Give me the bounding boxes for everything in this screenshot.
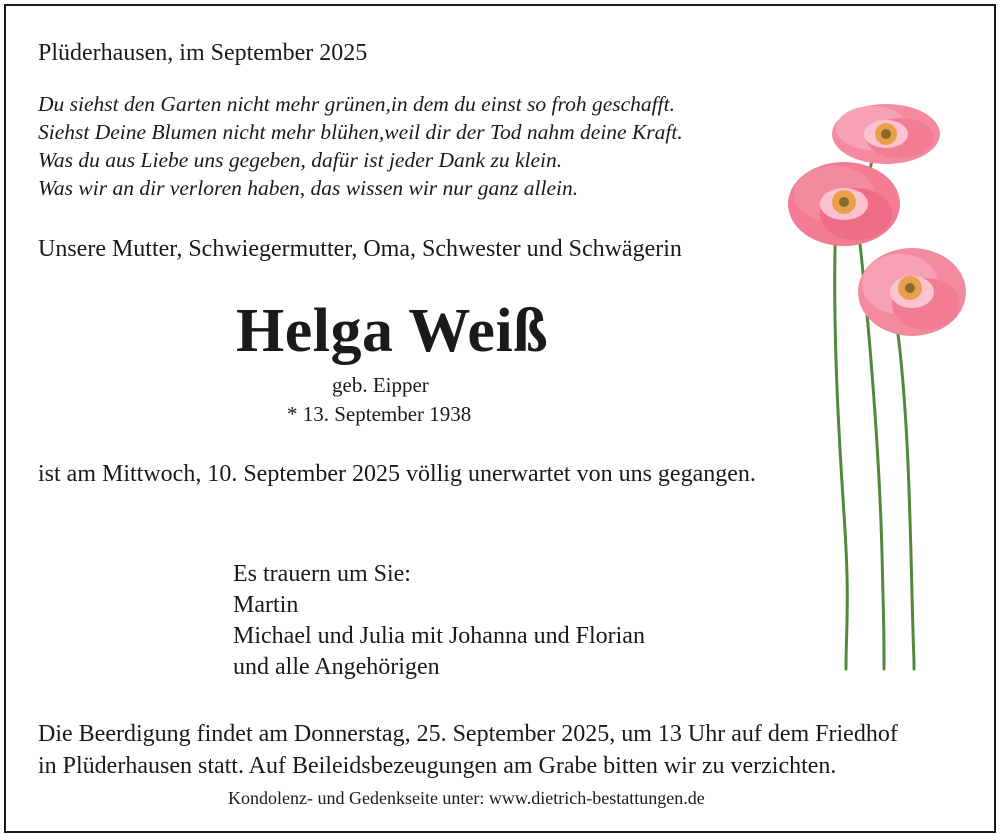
poppy-middle (788, 162, 900, 246)
place-date: Plüderhausen, im September 2025 (38, 40, 368, 66)
poppy-top (832, 104, 940, 164)
poppy-flowers-image (776, 94, 976, 674)
intro-text: Unsere Mutter, Schwiegermutter, Oma, Schwester und Schwägerin (38, 236, 682, 262)
death-notice: ist am Mittwoch, 10. September 2025 völlig unerwartet von uns gegangen. (38, 461, 756, 487)
mourner: Martin (233, 592, 299, 618)
condolence-website: Kondolenz- und Gedenkseite unter: www.dietrich-bestattungen.de (228, 788, 705, 808)
deceased-name: Helga Weiß (236, 297, 549, 365)
mourners-list (233, 559, 645, 683)
maiden-name: geb. Eipper (332, 373, 429, 397)
funeral-line: in Plüderhausen statt. Auf Beileidsbezeugungen am Grabe bitten wir zu verzichten. (38, 753, 837, 779)
mourner: Michael und Julia mit Johanna und Florian (233, 623, 645, 649)
mourners-heading: Es trauern um Sie: (233, 561, 411, 587)
poem-line: Du siehst den Garten nicht mehr grünen,in dem du einst so froh geschafft. (38, 92, 675, 116)
birth-date: * 13. September 1938 (287, 402, 472, 426)
poem (38, 90, 798, 202)
poem-line: Was du aus Liebe uns gegeben, dafür ist jeder Dank zu klein. (38, 148, 563, 172)
funeral-line: Die Beerdigung findet am Donnerstag, 25. September 2025, um 13 Uhr auf dem Friedhof (38, 721, 898, 747)
poem-line: Was wir an dir verloren haben, das wissen wir nur ganz allein. (38, 176, 579, 200)
poppy-bottom (858, 248, 966, 336)
poem-line: Siehst Deine Blumen nicht mehr blühen,weil dir der Tod nahm deine Kraft. (38, 120, 683, 144)
funeral-notice (38, 718, 938, 782)
mourner: und alle Angehörigen (233, 654, 440, 680)
obituary-card (4, 4, 996, 833)
